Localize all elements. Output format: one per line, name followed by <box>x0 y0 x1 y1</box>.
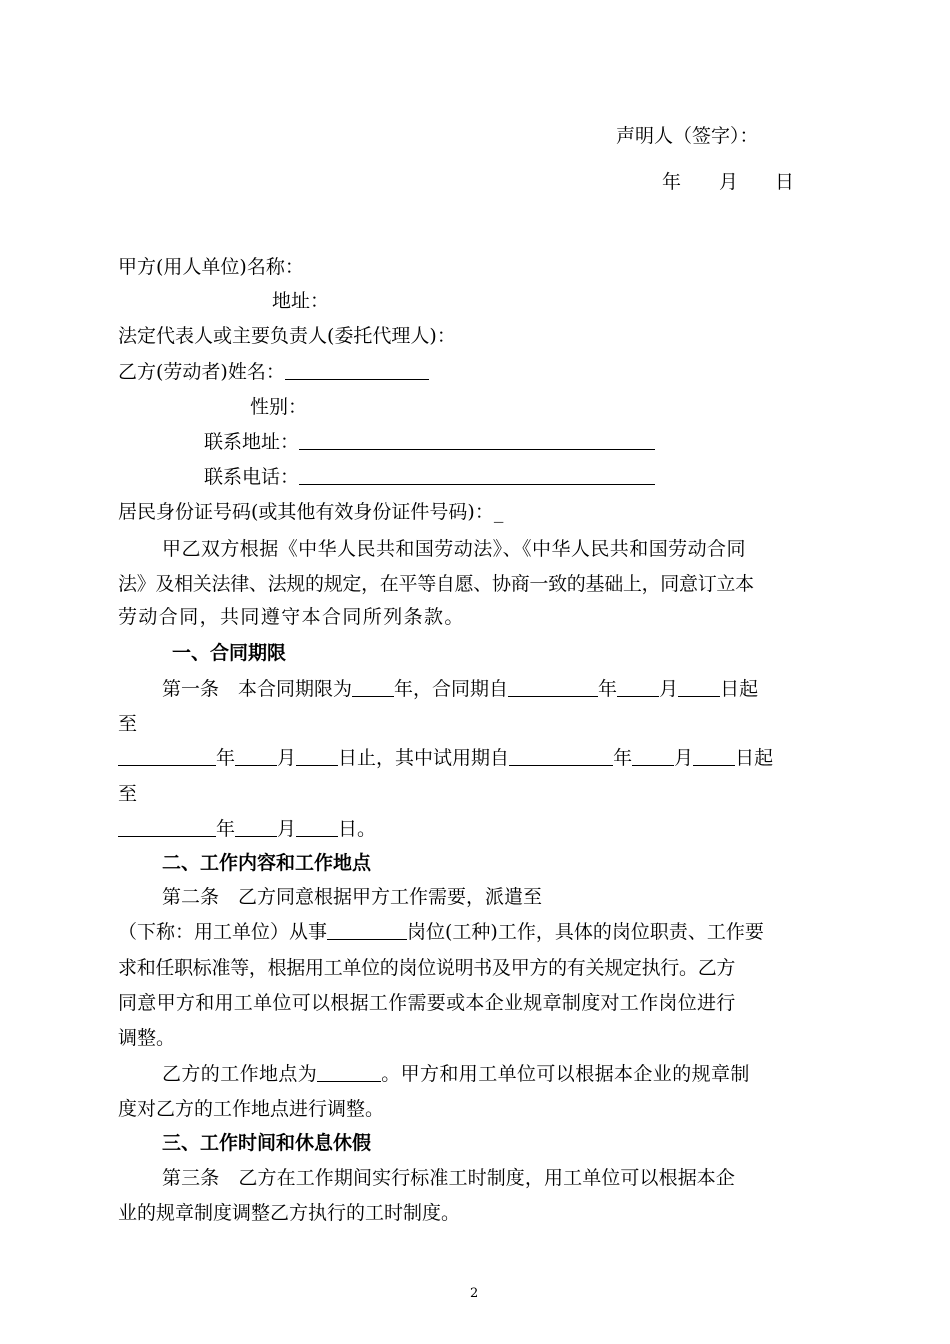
trial-start-month-blank[interactable] <box>632 747 674 766</box>
end-month-blank[interactable] <box>235 747 277 766</box>
address-blank[interactable] <box>299 431 655 450</box>
date-year-label: 年 <box>662 171 682 193</box>
party-b-phone-label: 联系电话： <box>204 466 300 488</box>
trial-start-year-unit: 年 <box>613 747 633 769</box>
position-blank[interactable] <box>327 921 407 940</box>
term-years-unit: 年 <box>394 678 414 700</box>
preamble-line-1: 甲乙双方根据《中华人民共和国劳动法》、《中华人民共和国劳动合同 <box>162 538 746 560</box>
section-3-heading: 三、工作时间和休息休假 <box>162 1132 372 1154</box>
party-a-representative-label: 法定代表人或主要负责人(委托代理人)： <box>118 325 456 347</box>
section-1-heading: 一、合同期限 <box>172 642 287 664</box>
article-2-line-4: 同意甲方和用工单位可以根据工作需要或本企业规章制度对工作岗位进行 <box>118 992 736 1014</box>
workplace-blank[interactable] <box>317 1063 381 1082</box>
trial-end-month-blank[interactable] <box>235 818 277 837</box>
article-1-line-2 <box>118 746 773 770</box>
party-b-phone-row <box>204 465 655 489</box>
article-1-prefix: 第一条 本合同期限为 <box>162 678 353 700</box>
workplace-prefix: 乙方的工作地点为 <box>162 1063 318 1085</box>
start-year-unit: 年 <box>598 678 618 700</box>
end-year-unit: 年 <box>216 747 236 769</box>
article-2-line-2 <box>118 920 764 944</box>
end-year-blank[interactable] <box>118 747 216 766</box>
start-month-blank[interactable] <box>617 678 659 697</box>
date-month-label: 月 <box>719 171 739 193</box>
article-2-line-5: 调整。 <box>118 1027 176 1049</box>
trial-start-day-unit: 日起 <box>735 747 774 769</box>
trial-start-month-unit: 月 <box>674 747 694 769</box>
article-2-line-3: 求和任职标准等，根据用工单位的岗位说明书及甲方的有关规定执行。乙方 <box>118 957 736 979</box>
signer-label: 声明人（签字）： <box>616 125 759 147</box>
trial-end-month-unit: 月 <box>277 818 297 840</box>
article-1-to-2: 至 <box>118 783 138 805</box>
party-a-name-label: 甲方(用人单位)名称： <box>118 256 304 278</box>
phone-blank[interactable] <box>299 466 655 485</box>
article-3-line-2: 业的规章制度调整乙方执行的工时制度。 <box>118 1202 461 1224</box>
party-b-name-label: 乙方(劳动者)姓名： <box>118 361 285 383</box>
term-from-label: ，合同期自 <box>413 678 509 700</box>
trial-end-year-unit: 年 <box>216 818 236 840</box>
party-b-gender-label: 性别： <box>250 396 308 418</box>
article-2-line-2-prefix: （下称：用工单位）从事 <box>118 921 328 943</box>
end-day-blank[interactable] <box>296 747 338 766</box>
article-1-line-1 <box>162 677 758 701</box>
party-b-name-row <box>118 360 429 384</box>
workplace-suffix: 。甲方和用工单位可以根据本企业的规章制 <box>381 1063 750 1085</box>
party-b-id-label: 居民身份证号码(或其他有效身份证件号码)：_ <box>118 501 504 523</box>
start-day-unit: 日起 <box>720 678 759 700</box>
page-number: 2 <box>470 1286 479 1301</box>
start-month-unit: 月 <box>659 678 679 700</box>
party-b-address-row <box>204 430 655 454</box>
section-2-heading: 二、工作内容和工作地点 <box>162 852 372 874</box>
trial-end-day-blank[interactable] <box>296 818 338 837</box>
trial-start-year-blank[interactable] <box>509 747 613 766</box>
end-day-unit: 日止 <box>338 747 377 769</box>
article-2-line-2-suffix: 岗位(工种)工作，具体的岗位职责、工作要 <box>407 921 764 943</box>
preamble-line-2: 法》及相关法律、法规的规定，在平等自愿、协商一致的基础上，同意订立本 <box>118 573 754 595</box>
workplace-line-2: 度对乙方的工作地点进行调整。 <box>118 1098 385 1120</box>
article-1-line-3 <box>118 817 376 841</box>
article-1-to-1: 至 <box>118 713 138 735</box>
article-3-line-1: 第三条 乙方在工作期间实行标准工时制度，用工单位可以根据本企 <box>162 1167 736 1189</box>
article-2-line-1: 第二条 乙方同意根据甲方工作需要，派遣至 <box>162 886 543 908</box>
name-blank[interactable] <box>285 361 429 380</box>
trial-start-day-blank[interactable] <box>693 747 735 766</box>
start-year-blank[interactable] <box>508 678 598 697</box>
trial-end-day-unit: 日。 <box>338 818 377 840</box>
date-day-label: 日 <box>775 171 795 193</box>
trial-end-year-blank[interactable] <box>118 818 216 837</box>
preamble-line-3: 劳动合同，共同遵守本合同所列条款。 <box>118 606 465 628</box>
workplace-line-1 <box>162 1062 750 1086</box>
trial-from-label: ，其中试用期自 <box>376 747 510 769</box>
start-day-blank[interactable] <box>678 678 720 697</box>
end-month-unit: 月 <box>277 747 297 769</box>
party-a-address-label: 地址： <box>272 290 330 312</box>
party-b-address-label: 联系地址： <box>204 431 300 453</box>
term-years-blank[interactable] <box>352 678 394 697</box>
